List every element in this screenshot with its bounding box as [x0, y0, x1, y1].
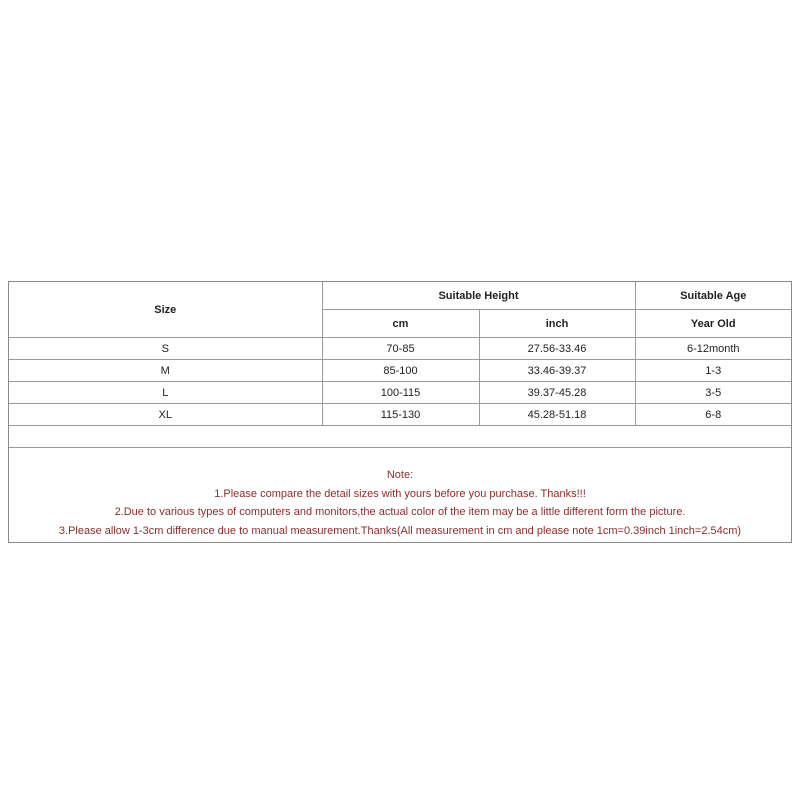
cell-inch: 27.56-33.46 [479, 338, 635, 360]
header-suitable-age: Suitable Age [635, 282, 791, 310]
table-row [9, 382, 791, 404]
cell-cm: 100-115 [322, 382, 479, 404]
cell-size: L [9, 382, 322, 404]
table-spacer-row [9, 426, 791, 448]
header-size: Size [9, 282, 322, 338]
note-line-3: 3.Please allow 1-3cm difference due to manual measurement.Thanks(All measurement in cm and please note 1cm=0.39inch 1inch=2.54cm) [58, 524, 742, 537]
cell-cm: 85-100 [322, 360, 479, 382]
cell-inch: 33.46-39.37 [479, 360, 635, 382]
spacer-cell [9, 426, 791, 448]
header-cm: cm [322, 310, 479, 338]
size-table [9, 282, 791, 447]
cell-age: 6-12month [635, 338, 791, 360]
cell-cm: 115-130 [322, 404, 479, 426]
notes-title: Note: [386, 469, 414, 481]
note-line-1: 1.Please compare the detail sizes with yours before you purchase. Thanks!!! [214, 487, 586, 500]
cell-age: 1-3 [635, 360, 791, 382]
header-suitable-height: Suitable Height [322, 282, 635, 310]
cell-age: 3-5 [635, 382, 791, 404]
header-row-top [9, 282, 791, 310]
cell-size: S [9, 338, 322, 360]
table-row [9, 404, 791, 426]
cell-cm: 70-85 [322, 338, 479, 360]
cell-inch: 45.28-51.18 [479, 404, 635, 426]
cell-age: 6-8 [635, 404, 791, 426]
size-chart [8, 281, 792, 543]
header-year-old: Year Old [635, 310, 791, 338]
table-row [9, 338, 791, 360]
header-inch: inch [479, 310, 635, 338]
table-row [9, 360, 791, 382]
cell-inch: 39.37-45.28 [479, 382, 635, 404]
note-line-2: 2.Due to various types of computers and monitors,the actual color of the item may be a little different form the picture. [114, 506, 686, 518]
cell-size: XL [9, 404, 322, 426]
notes-section [9, 447, 791, 542]
cell-size: M [9, 360, 322, 382]
